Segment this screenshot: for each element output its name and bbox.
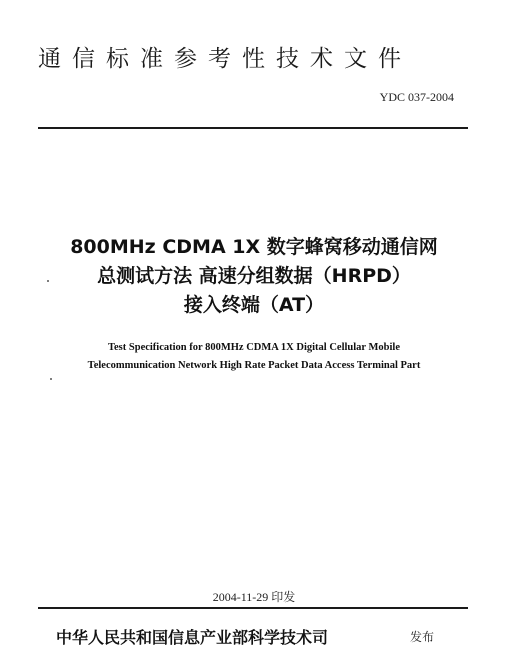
- document-number: YDC 037-2004: [379, 90, 454, 104]
- scan-speck: [50, 378, 52, 380]
- title-cn-line-1: 800MHz CDMA 1X 数字蜂窝移动通信网: [70, 236, 438, 258]
- title-en-line-2: Telecommunication Network High Rate Packet Data Access Terminal Part: [87, 360, 421, 371]
- publisher-name: 中华人民共和国信息产业部科学技术司: [56, 628, 329, 647]
- title-cn-line-2: 总测试方法 高速分组数据（HRPD）: [97, 265, 411, 287]
- publisher-suffix: 发布: [410, 630, 435, 644]
- top-divider: [38, 127, 468, 129]
- issue-date: 2004-11-29 印发: [212, 590, 296, 604]
- title-cn-line-3: 接入终端（AT）: [183, 294, 325, 316]
- title-en-line-1: Test Specification for 800MHz CDMA 1X Digital Cellular Mobile: [107, 342, 401, 353]
- bottom-divider: [38, 607, 468, 609]
- document-category-header: 通信标准参考性技术文件: [38, 46, 412, 72]
- scan-speck: [47, 280, 49, 282]
